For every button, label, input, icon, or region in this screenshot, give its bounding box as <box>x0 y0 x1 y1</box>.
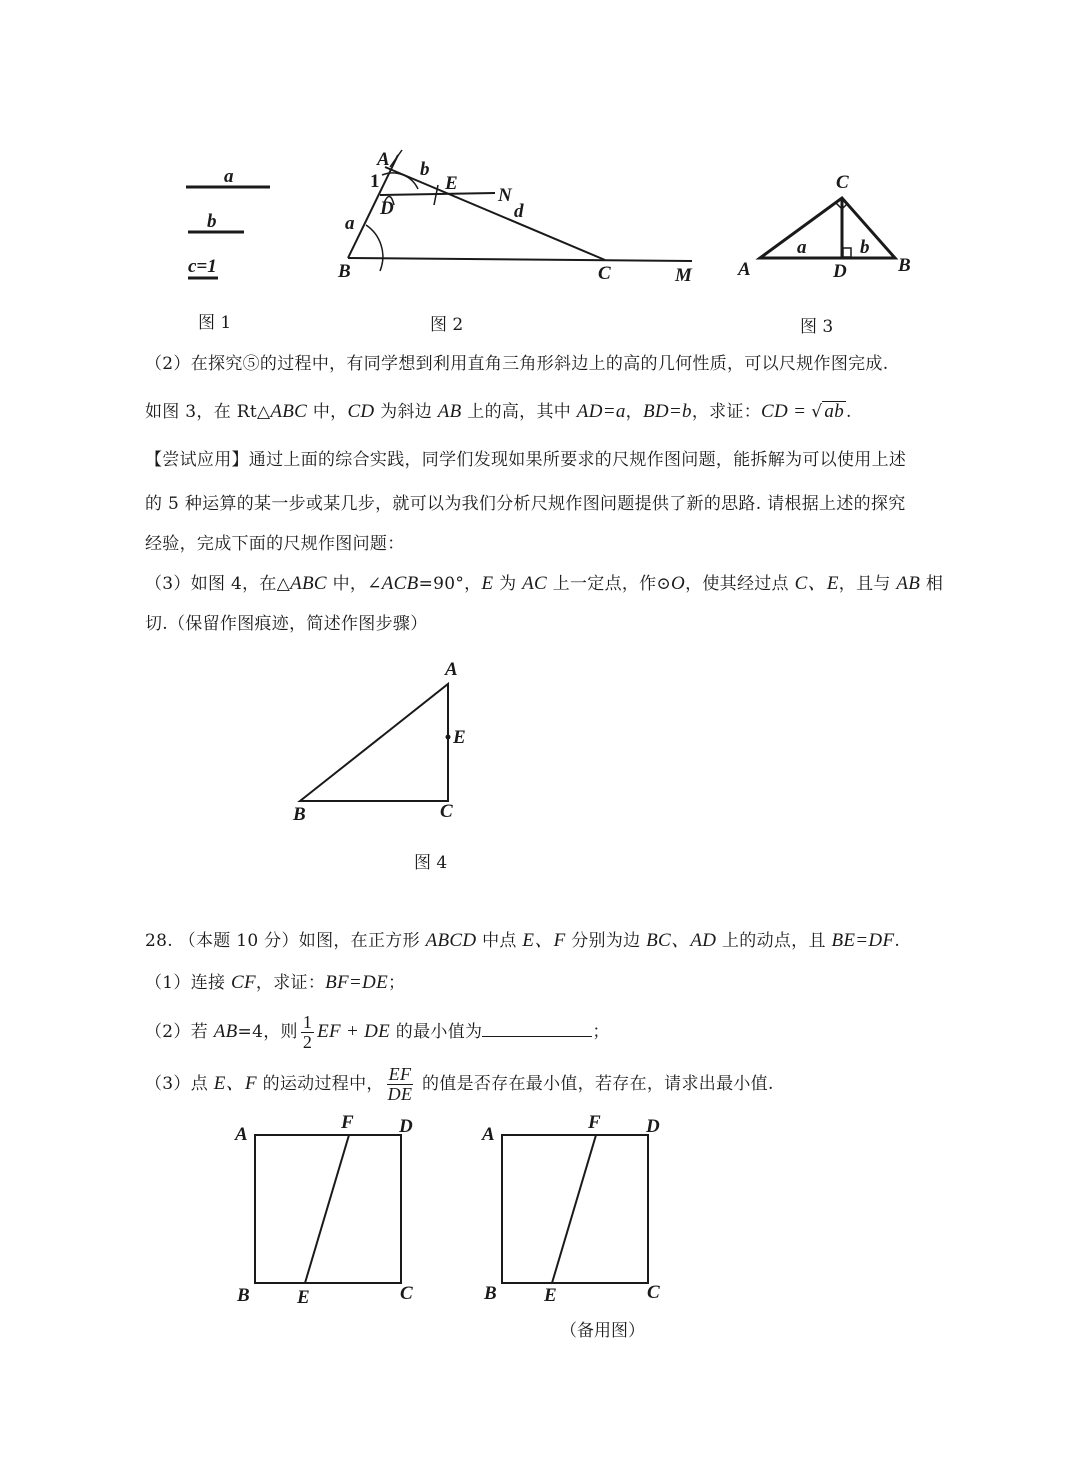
segment-ef <box>552 1135 596 1283</box>
label-E: E <box>544 1285 557 1306</box>
line-bm <box>348 258 692 261</box>
label-E: E <box>297 1287 310 1308</box>
square-figure-spare <box>472 1108 682 1313</box>
label-B: B <box>293 804 306 825</box>
tick-a <box>390 150 402 167</box>
label-B: B <box>237 1285 250 1306</box>
label-A: A <box>377 149 390 170</box>
part3-line2: 切.（保留作图痕迹，简述作图步骤） <box>145 614 428 634</box>
part2-line2: 如图 3，在 Rt△ABC 中，CD 为斜边 AB 上的高，其中 AD=a，BD=b，求证：CD = √ ab . <box>145 401 852 422</box>
fraction-ef-over-de: $\frac{EF}{DE}$ <box>387 1064 413 1104</box>
label-b: b <box>860 237 870 258</box>
figure-1 <box>180 160 280 285</box>
label-F: F <box>341 1112 354 1133</box>
q28-part2: （2）若 AB=4，则 $\frac{1}{2}$ EF + DE 的最小值为 ； <box>145 1012 610 1052</box>
label-C: C <box>400 1283 413 1304</box>
label-a: a <box>797 237 807 258</box>
label-D: D <box>833 261 847 282</box>
spare-figure-caption: （备用图） <box>560 1321 645 1341</box>
label-A: A <box>482 1124 495 1145</box>
label-D: D <box>380 198 394 219</box>
label-C: C <box>647 1282 660 1303</box>
label-a: a <box>345 213 355 234</box>
label-c: c=1 <box>188 256 217 277</box>
point-e <box>446 735 451 740</box>
figure-4 <box>285 655 485 830</box>
q28-part3: （3）点 E、F 的运动过程中， $\frac{EF}{DE}$ 的值是否存在最小值，若存在，请求出最小值. <box>145 1064 774 1104</box>
part2-line1: （2）在探究⑤的过程中，有同学想到利用直角三角形斜边上的高的几何性质，可以尺规作图完成. <box>145 354 889 374</box>
try-apply-line3: 经验，完成下面的尺规作图问题： <box>145 534 405 554</box>
label-D: D <box>399 1116 413 1137</box>
label-E: E <box>445 173 458 194</box>
try-apply-line1: 【尝试应用】通过上面的综合实践，同学们发现如果所要求的尺规作图问题，能拆解为可以使用上述 <box>145 450 907 470</box>
label-C: C <box>598 263 611 284</box>
label-A: A <box>738 259 751 280</box>
figure-2-caption: 图 2 <box>430 315 464 335</box>
figure-2 <box>330 145 710 290</box>
label-b: b <box>420 159 430 180</box>
label-B: B <box>484 1283 497 1304</box>
segment-ef <box>305 1135 349 1283</box>
label-M: M <box>675 265 692 286</box>
answer-blank[interactable] <box>482 1018 592 1037</box>
label-A: A <box>235 1124 248 1145</box>
triangle-abc <box>760 198 895 258</box>
line-dn <box>380 193 495 195</box>
label-F: F <box>588 1112 601 1133</box>
label-N: N <box>498 185 512 206</box>
square-figure-main <box>225 1108 435 1313</box>
label-B: B <box>338 261 351 282</box>
figure-3-caption: 图 3 <box>800 317 834 337</box>
q28-part1: （1）连接 CF，求证：BF=DE； <box>145 972 406 993</box>
label-a: a <box>224 166 234 187</box>
figure-1-caption: 图 1 <box>198 313 232 333</box>
label-C: C <box>440 801 453 822</box>
part3-line1: （3）如图 4，在△ABC 中，∠ACB=90°，E 为 AC 上一定点，作⊙O，使其经过点 C、E，且与 AB 相 <box>145 573 944 594</box>
q28-heading: 28. （本题 10 分）如图，在正方形 ABCD 中点 E、F 分别为边 BC、AD 上的动点，且 BE=DF. <box>145 930 901 951</box>
label-C: C <box>836 172 849 193</box>
label-d: d <box>514 201 524 222</box>
triangle-abc <box>300 684 448 801</box>
label-B: B <box>898 255 911 276</box>
label-A: A <box>445 659 458 680</box>
figure-3 <box>730 165 930 285</box>
fraction-one-half: $\frac{1}{2}$ <box>302 1012 313 1052</box>
label-1: 1 <box>370 171 380 192</box>
figure-4-caption: 图 4 <box>414 853 448 873</box>
line-ac <box>385 167 605 260</box>
arc-angle-b <box>366 225 383 271</box>
label-E: E <box>453 727 466 748</box>
right-angle-d <box>843 248 851 257</box>
label-D: D <box>646 1116 660 1137</box>
label-b: b <box>207 211 217 232</box>
try-apply-line2: 的 5 种运算的某一步或某几步，就可以为我们分析尺规作图问题提供了新的思路. 请根据上述的探究 <box>145 494 906 514</box>
